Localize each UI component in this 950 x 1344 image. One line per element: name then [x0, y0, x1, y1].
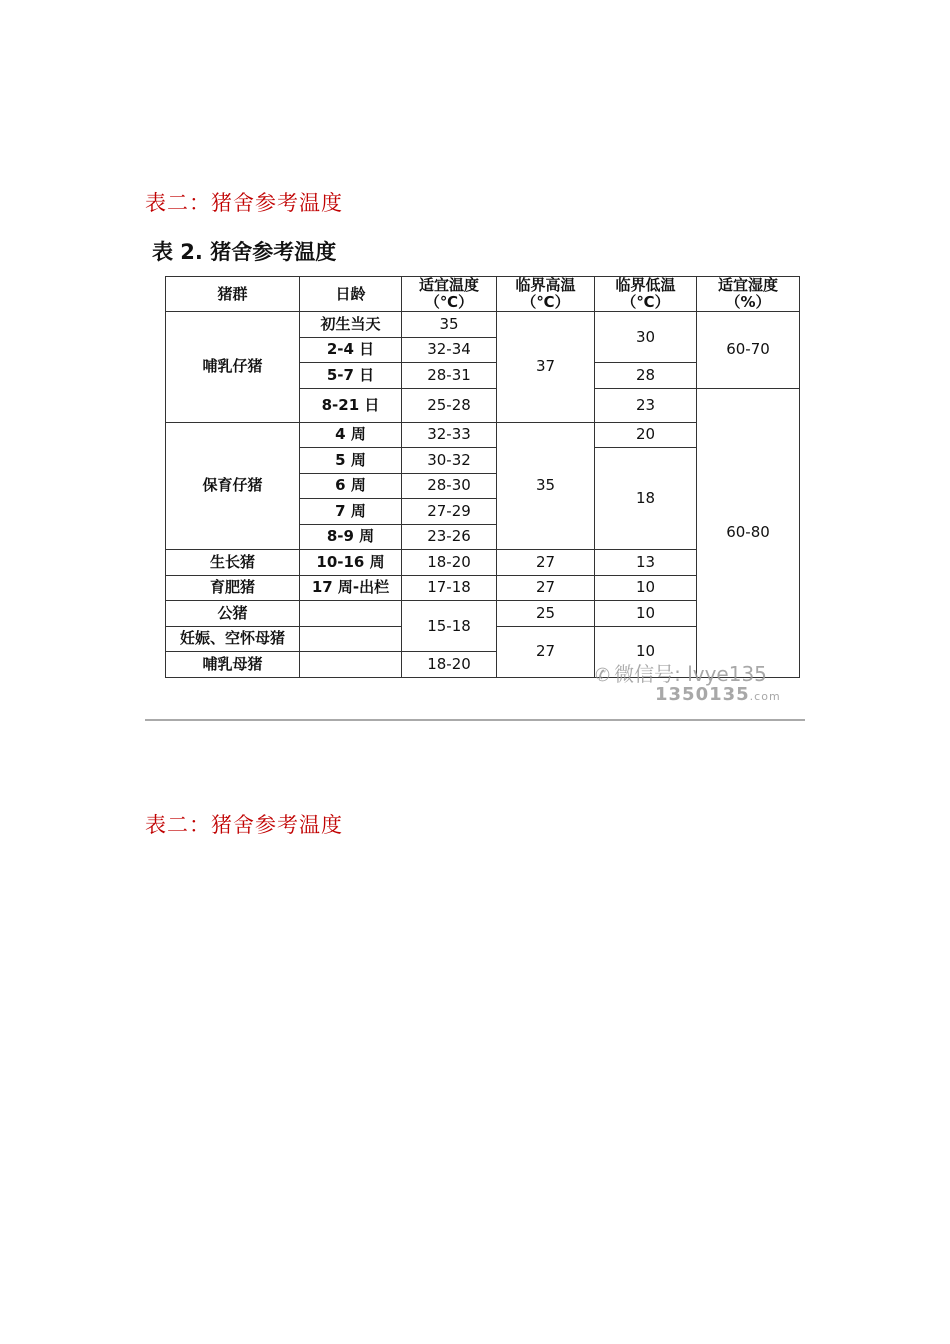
critical-low-cell: 28 [595, 363, 697, 389]
optimal-cell: 15-18 [402, 601, 497, 652]
watermark-site [655, 684, 781, 705]
age-cell: 5-7 日 [300, 363, 402, 389]
header-unit: （%） [725, 293, 771, 311]
header-critical-low [595, 277, 697, 312]
age-cell: 17 周-出栏 [300, 575, 402, 601]
critical-low-cell: 30 [595, 312, 697, 363]
age-cell: 2-4 日 [300, 337, 402, 363]
optimal-cell: 23-26 [402, 524, 497, 550]
optimal-cell: 28-31 [402, 363, 497, 389]
header-line: 适宜湿度 [717, 276, 778, 294]
watermark-text: 微信号: lvye135 [614, 662, 767, 686]
optimal-cell: 35 [402, 312, 497, 338]
humidity-cell: 60-80 [697, 388, 800, 677]
age-cell [300, 626, 402, 652]
critical-low-cell: 23 [595, 388, 697, 422]
age-cell [300, 601, 402, 627]
critical-low-cell: 20 [595, 422, 697, 448]
critical-high-cell: 27 [497, 575, 595, 601]
age-cell: 10-16 周 [300, 550, 402, 576]
section-heading: 表二：猪舍参考温度 [145, 191, 343, 215]
group-cell: 哺乳母猪 [166, 652, 300, 678]
header-unit: （℃） [424, 293, 474, 311]
age-cell: 6 周 [300, 473, 402, 499]
header-critical-high [497, 277, 595, 312]
age-cell: 8-21 日 [300, 388, 402, 422]
group-cell: 育肥猪 [166, 575, 300, 601]
divider-line [145, 719, 805, 721]
age-cell: 8-9 周 [300, 524, 402, 550]
optimal-cell: 28-30 [402, 473, 497, 499]
table-header-row [166, 277, 800, 312]
table-title: 表 2. 猪舍参考温度 [152, 240, 337, 264]
critical-low-cell: 13 [595, 550, 697, 576]
critical-low-cell: 10 [595, 575, 697, 601]
group-cell: 妊娠、空怀母猪 [166, 626, 300, 652]
header-unit: （℃） [521, 293, 570, 311]
optimal-cell: 17-18 [402, 575, 497, 601]
header-line: 临界高温 [515, 276, 576, 294]
critical-high-cell: 25 [497, 601, 595, 627]
group-cell: 保育仔猪 [166, 422, 300, 550]
age-cell: 初生当天 [300, 312, 402, 338]
optimal-cell: 27-29 [402, 499, 497, 525]
header-optimal-temp [402, 277, 497, 312]
header-unit: （℃） [621, 293, 670, 311]
critical-high-cell: 27 [497, 626, 595, 677]
optimal-cell: 30-32 [402, 448, 497, 474]
age-cell: 4 周 [300, 422, 402, 448]
critical-high-cell: 35 [497, 422, 595, 550]
header-line: 临界低温 [615, 276, 676, 294]
optimal-cell: 32-34 [402, 337, 497, 363]
optimal-cell: 25-28 [402, 388, 497, 422]
wechat-icon: ✆ [595, 665, 611, 686]
optimal-cell: 18-20 [402, 550, 497, 576]
header-age: 日龄 [300, 277, 402, 312]
header-humidity [697, 277, 800, 312]
optimal-cell: 18-20 [402, 652, 497, 678]
age-cell: 7 周 [300, 499, 402, 525]
header-line: 适宜温度 [418, 276, 479, 294]
humidity-cell: 60-70 [697, 312, 800, 389]
temperature-table-wrapper [165, 276, 800, 678]
group-cell: 哺乳仔猪 [166, 312, 300, 423]
watermark-site-text: 1350135 [655, 684, 750, 705]
table-row [166, 312, 800, 338]
watermark [595, 658, 767, 687]
optimal-cell: 32-33 [402, 422, 497, 448]
critical-high-cell: 27 [497, 550, 595, 576]
pig-house-temperature-table [165, 276, 800, 678]
watermark-site-suffix: .com [749, 690, 781, 703]
group-cell: 生长猪 [166, 550, 300, 576]
section-heading: 表二：猪舍参考温度 [145, 813, 343, 837]
age-cell [300, 652, 402, 678]
critical-low-cell: 10 [595, 626, 697, 677]
group-cell: 公猪 [166, 601, 300, 627]
critical-low-cell: 10 [595, 601, 697, 627]
header-group: 猪群 [166, 277, 300, 312]
critical-high-cell: 37 [497, 312, 595, 423]
critical-low-cell: 18 [595, 448, 697, 550]
age-cell: 5 周 [300, 448, 402, 474]
